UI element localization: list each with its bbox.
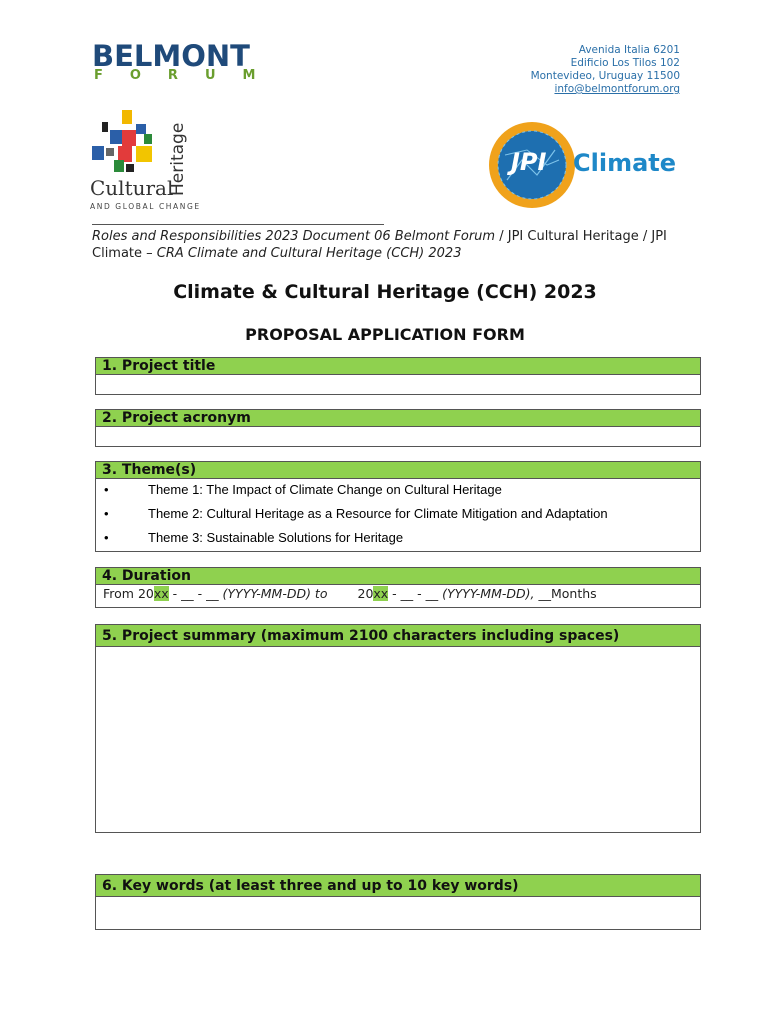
section-summary-header: 5. Project summary (maximum 2100 characters including spaces): [95, 624, 701, 647]
form-subtitle: PROPOSAL APPLICATION FORM: [245, 325, 525, 344]
roles-italic-2: CRA Climate and Cultural Heritage (CCH) 2023: [156, 246, 462, 261]
cultural-word: Cultural: [90, 176, 174, 200]
project-acronym-field[interactable]: [95, 427, 701, 447]
roles-reference: [92, 228, 702, 262]
theme-label: Theme 1: The Impact of Climate Change on Cultural Heritage: [148, 482, 502, 497]
section-themes-header: 3. Theme(s): [95, 461, 701, 479]
section-duration-header: 4. Duration: [95, 567, 701, 585]
belmont-forum-logo: [92, 39, 283, 85]
from-label: From 20: [103, 586, 154, 601]
cultural-heritage-logo: [88, 110, 201, 215]
email-link[interactable]: info@belmontforum.org: [554, 83, 680, 95]
address-block: [531, 44, 680, 96]
jpi-climate-logo: [487, 120, 687, 215]
address-line-1: Avenida Italia 6201: [578, 44, 680, 56]
page-title: Climate & Cultural Heritage (CCH) 2023: [173, 281, 597, 303]
to-year-placeholder[interactable]: xx: [373, 586, 389, 601]
heritage-squares-icon: [88, 110, 168, 175]
project-summary-field[interactable]: [95, 647, 701, 833]
section-project-title-header: 1. Project title: [95, 357, 701, 375]
section-keywords-header: 6. Key words (at least three and up to 10 key words): [95, 874, 701, 897]
to-format: (YYYY-MM-DD),: [442, 586, 535, 601]
forum-logo-text: FORUM: [94, 68, 283, 83]
address-line-2: Edificio Los Tilos 102: [570, 57, 680, 69]
themes-list: [95, 479, 701, 552]
duration-text: [103, 586, 597, 601]
months-label: __Months: [534, 586, 597, 601]
section-project-acronym-header: 2. Project acronym: [95, 409, 701, 427]
project-title-field[interactable]: [95, 375, 701, 395]
duration-field[interactable]: [95, 585, 701, 608]
to-prefix: 20: [357, 586, 374, 601]
header-divider: [92, 224, 384, 225]
belmont-logo-text: BELMONT: [92, 39, 250, 73]
global-change-subtitle: AND GLOBAL CHANGE: [90, 202, 201, 211]
bullet-icon: •: [104, 482, 109, 497]
theme-label: Theme 3: Sustainable Solutions for Heritage: [148, 530, 404, 545]
address-line-3: Montevideo, Uruguay 11500: [530, 70, 680, 82]
from-format: (YYYY-MM-DD) to: [222, 586, 328, 601]
heritage-vertical-word: Heritage: [168, 122, 188, 196]
from-rest: - __ - __: [168, 586, 223, 601]
climate-text: Climate: [573, 149, 677, 177]
jpi-text: JPI: [511, 148, 547, 176]
theme-label: Theme 2: Cultural Heritage as a Resource for Climate Mitigation and Adaptation: [148, 506, 608, 521]
bullet-icon: •: [104, 530, 109, 545]
roles-italic-1: Roles and Responsibilities 2023 Document 06 Belmont Forum: [92, 229, 496, 244]
keywords-field[interactable]: [95, 897, 701, 930]
from-year-placeholder[interactable]: xx: [153, 586, 169, 601]
bullet-icon: •: [104, 506, 109, 521]
roles-plain: / JPI Cultural Heritage / JPI Climate –: [92, 229, 667, 261]
to-rest: - __ - __: [388, 586, 443, 601]
